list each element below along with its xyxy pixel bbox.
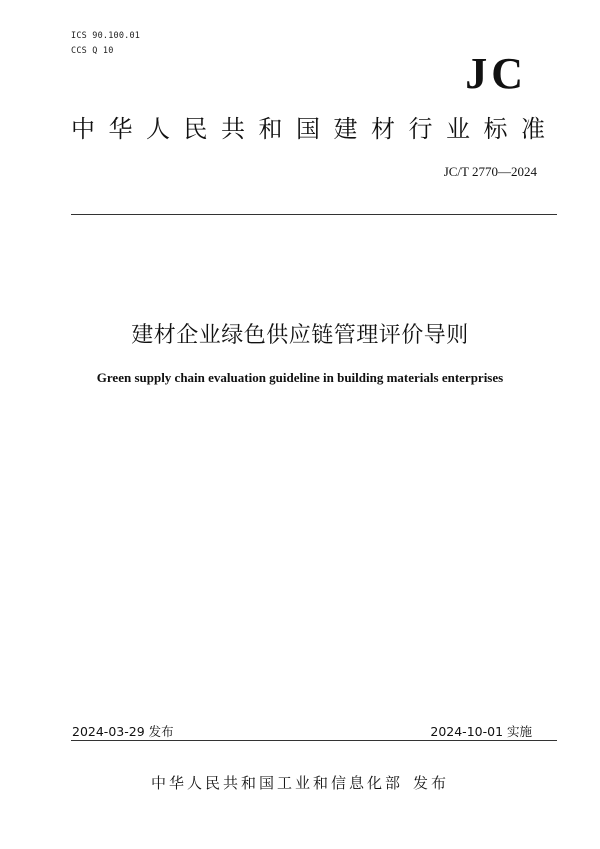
issuer-name: 中华人民共和国工业和信息化部 <box>150 774 403 792</box>
implementation-date: 2024-10-01 实施 <box>430 724 532 739</box>
issuer-line <box>0 772 600 793</box>
issuer-action: 发布 <box>413 774 450 792</box>
bottom-divider <box>71 740 557 741</box>
top-divider <box>71 214 557 215</box>
standard-number: JC/T 2770—2024 <box>443 164 537 179</box>
document-title-en: Green supply chain evaluation guideline in building materials enterprises <box>96 370 504 385</box>
issue-date: 2024-03-29 发布 <box>72 724 174 739</box>
jc-logo: JC <box>465 49 527 98</box>
organization-title: 中华人民共和国建材行业标准 <box>71 115 559 143</box>
document-title-cn: 建材企业绿色供应链管理评价导则 <box>131 323 469 348</box>
ics-code: ICS 90.100.01 <box>71 31 141 41</box>
ccs-code: CCS Q 10 <box>71 46 114 56</box>
